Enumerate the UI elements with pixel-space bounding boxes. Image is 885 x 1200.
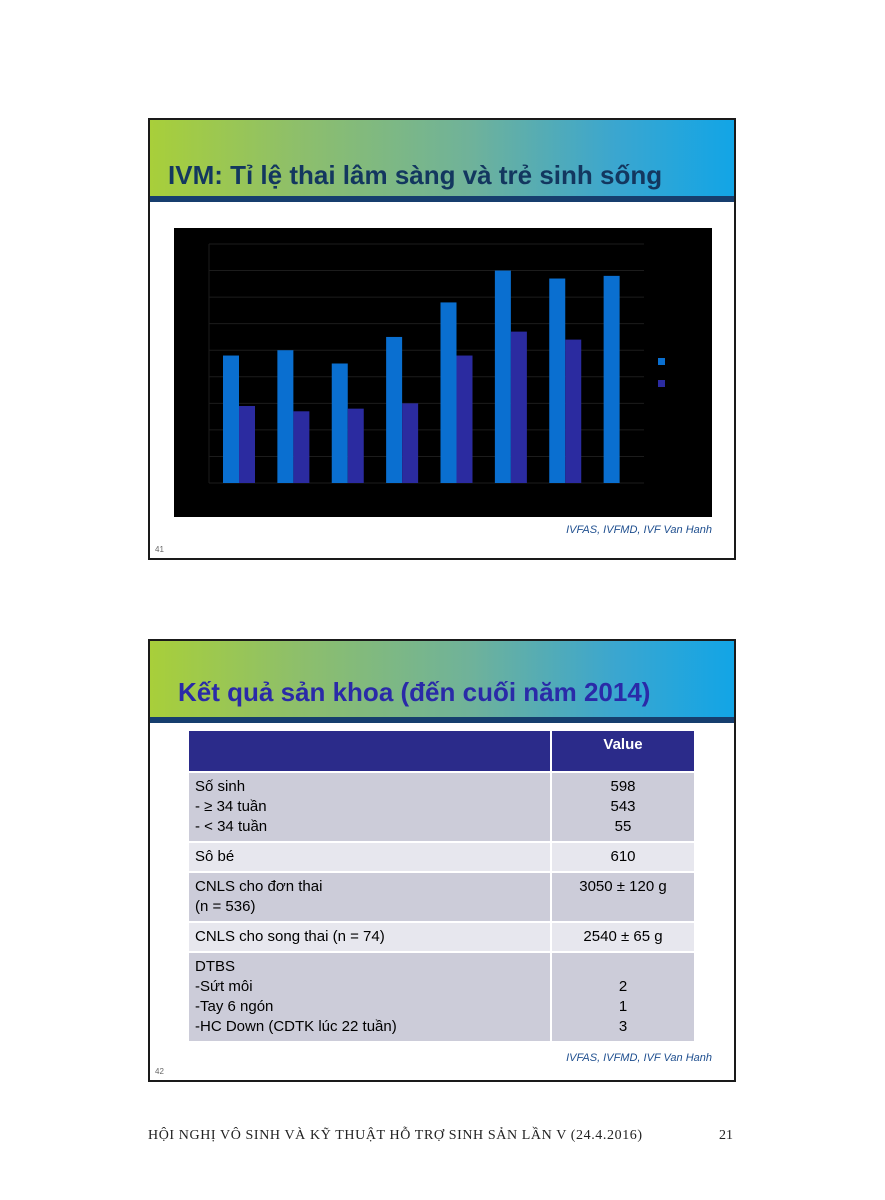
row-value-line: 55 <box>614 818 632 835</box>
row-label-line: DTBS <box>195 958 236 975</box>
title-banner <box>150 120 734 202</box>
bar-series2-7 <box>565 340 581 483</box>
table-row <box>188 772 695 842</box>
table-row <box>188 952 695 1042</box>
row-label-line: - ≥ 34 tuần <box>195 798 267 815</box>
row-label-line: Sô bé <box>195 848 235 865</box>
row-value-line: 1 <box>618 998 628 1015</box>
row-value-line: 543 <box>610 798 636 815</box>
row-value-cell <box>551 952 695 1042</box>
source-note: IVFAS, IVFMD, IVF Van Hanh <box>566 524 712 536</box>
bar-series2-5 <box>457 356 473 483</box>
bar-series2-6 <box>511 332 527 483</box>
table-row <box>188 922 695 952</box>
title-banner <box>150 641 734 723</box>
row-value-line: 598 <box>610 778 636 795</box>
bar-series1-8 <box>604 276 620 483</box>
row-label-cell <box>188 842 551 872</box>
bar-series1-5 <box>441 302 457 483</box>
row-label-cell <box>188 922 551 952</box>
bar-series2-3 <box>348 409 364 483</box>
table-row <box>188 842 695 872</box>
bar-series2-4 <box>402 403 418 483</box>
row-value-cell <box>551 922 695 952</box>
row-value-line: 3 <box>618 1018 628 1035</box>
bar-series2-1 <box>239 406 255 483</box>
slide-title: IVM: Tỉ lệ thai lâm sàng và trẻ sinh sống <box>168 160 663 190</box>
row-label-line: CNLS cho đơn thai <box>195 878 323 895</box>
row-label-line: -HC Down (CDTK lúc 22 tuần) <box>195 1018 397 1035</box>
header-cell-blank <box>188 730 551 772</box>
slide-number: 42 <box>155 1067 164 1076</box>
row-label-line: - < 34 tuần <box>195 818 268 835</box>
row-value-line: 610 <box>610 848 636 865</box>
row-label-cell <box>188 772 551 842</box>
results-table <box>187 729 696 1043</box>
row-label-line: Số sinh <box>195 778 246 795</box>
page-number: 21 <box>719 1128 733 1143</box>
page-footer: HỘI NGHỊ VÔ SINH VÀ KỸ THUẬT HỖ TRỢ SINH SẢN LẦN V (24.4.2016) <box>148 1128 643 1143</box>
row-label-cell <box>188 872 551 922</box>
row-value-line: 2540 ± 65 g <box>583 928 663 945</box>
legend-swatch-series2 <box>658 380 665 387</box>
row-label-line: (n = 536) <box>195 898 256 915</box>
bar-series1-2 <box>277 350 293 483</box>
row-label-line: -Tay 6 ngón <box>195 998 274 1015</box>
slide-number: 41 <box>155 545 164 554</box>
legend-swatch-series1 <box>658 358 665 365</box>
bar-chart <box>174 228 712 517</box>
header-cell-value: Value <box>551 730 695 772</box>
row-value-cell <box>551 772 695 842</box>
bar-series1-7 <box>549 279 565 483</box>
bar-series1-3 <box>332 364 348 484</box>
slide-42 <box>148 639 736 1082</box>
row-label-cell <box>188 952 551 1042</box>
chart-svg <box>174 228 712 517</box>
row-value-line: 2 <box>618 978 628 995</box>
bar-series2-2 <box>293 411 309 483</box>
row-label-line: CNLS cho song thai (n = 74) <box>195 928 385 945</box>
bar-series1-1 <box>223 356 239 483</box>
slide-title: Kết quả sản khoa (đến cuối năm 2014) <box>178 677 651 707</box>
slide-41 <box>148 118 736 560</box>
row-value-line <box>558 957 688 977</box>
row-value-line: 3050 ± 120 g <box>579 878 667 895</box>
source-note: IVFAS, IVFMD, IVF Van Hanh <box>566 1052 712 1064</box>
row-value-cell <box>551 842 695 872</box>
row-label-line: -Sứt môi <box>195 978 253 995</box>
table-row <box>188 872 695 922</box>
row-value-cell <box>551 872 695 922</box>
bar-series1-6 <box>495 271 511 483</box>
bar-series1-4 <box>386 337 402 483</box>
